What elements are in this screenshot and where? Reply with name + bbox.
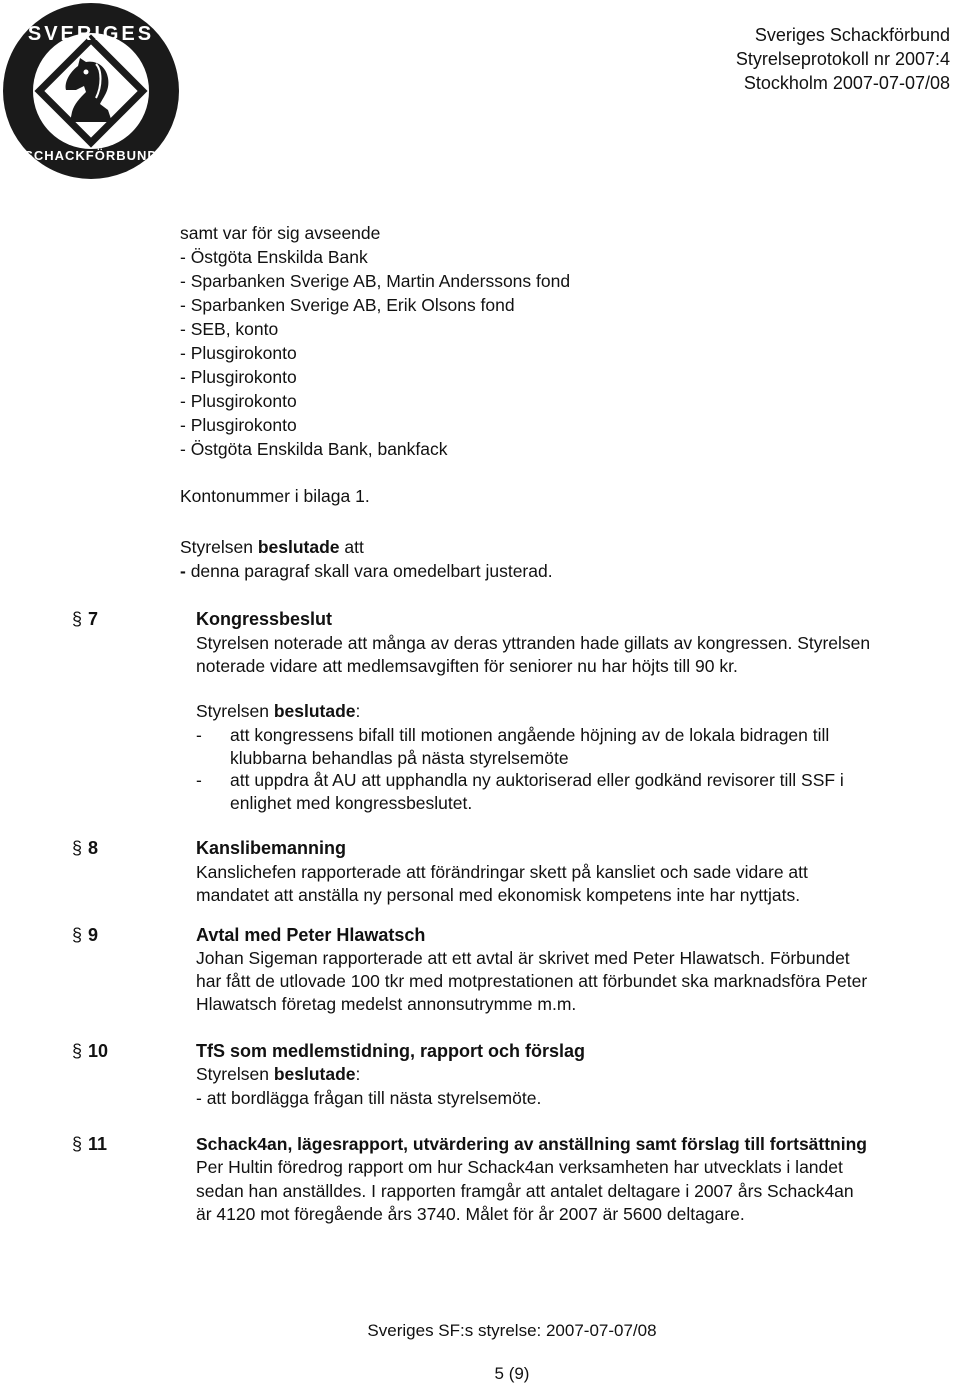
intro-decision-item: - denna paragraf skall vara omedelbart justerad. [180, 561, 553, 581]
logo-text-top: SVERIGES [27, 23, 155, 45]
intro-line: - Plusgirokonto [180, 343, 297, 363]
section-8-text: mandatet att anställa ny personal med ekonomisk kompetens inte har nyttjats. [196, 885, 801, 905]
bullet-dash: - [196, 725, 202, 745]
header-protocol: Styrelseprotokoll nr 2007:4 [735, 49, 950, 69]
intro-line: - Sparbanken Sverige AB, Martin Anderssons fond [180, 271, 571, 291]
header-place-date: Stockholm 2007-07-07/08 [743, 73, 950, 93]
footer-text: Sveriges SF:s styrelse: 2007-07-07/08 [367, 1321, 657, 1340]
intro-line: - SEB, konto [180, 319, 279, 339]
intro-line: samt var för sig avseende [180, 223, 381, 243]
section-7-number: § 7 [72, 609, 99, 629]
intro-decision: Styrelsen beslutade att [180, 537, 364, 557]
section-7-bullet: klubbarna behandlas på nästa styrelsemöte [230, 748, 569, 768]
intro-line: - Östgöta Enskilda Bank, bankfack [180, 439, 448, 459]
federation-logo [0, 0, 182, 182]
section-9-text: Johan Sigeman rapporterade att ett avtal är skrivet med Peter Hlawatsch. Förbundet [196, 948, 850, 968]
section-7-text: noterade vidare att medlemsavgiften för seniorer nu har höjts till 90 kr. [196, 656, 738, 676]
section-9-number: § 9 [72, 925, 99, 945]
page-number: 5 (9) [494, 1364, 530, 1383]
intro-line: - Plusgirokonto [180, 367, 297, 387]
intro-line: - Plusgirokonto [180, 415, 297, 435]
section-10-decision: Styrelsen beslutade: [196, 1064, 361, 1084]
section-11-text: är 4120 mot föregående års 3740. Målet för år 2007 är 5600 deltagare. [196, 1204, 745, 1224]
kontonummer-note: Kontonummer i bilaga 1. [180, 486, 370, 506]
bullet-dash: - [196, 770, 202, 790]
section-7-text: Styrelsen noterade att många av deras yttranden hade gillats av kongressen. Styrelsen [196, 633, 871, 653]
section-9-text: Hlawatsch företag medelst annonsutrymme m.m. [196, 994, 577, 1014]
intro-line: - Sparbanken Sverige AB, Erik Olsons fond [180, 295, 515, 315]
section-7-bullet: enlighet med kongressbeslutet. [230, 793, 473, 813]
section-7-decision: Styrelsen beslutade: [196, 701, 361, 721]
section-7-bullet: att kongressens bifall till motionen angående höjning av de lokala bidragen till [230, 725, 830, 745]
section-11-text: sedan han anställdes. I rapporten framgår att antalet deltagare i 2007 års Schack4an [196, 1181, 854, 1201]
section-7-title: Kongressbeslut [196, 609, 333, 629]
section-8-text: Kanslichefen rapporterade att förändringar skett på kansliet och sade vidare att [196, 862, 808, 882]
header-org: Sveriges Schackförbund [754, 25, 950, 45]
section-11-title: Schack4an, lägesrapport, utvärdering av anställning samt förslag till fortsättning [196, 1134, 867, 1154]
section-11-text: Per Hultin föredrog rapport om hur Schack4an verksamheten har utvecklats i landet [196, 1157, 843, 1177]
section-8-title: Kanslibemanning [196, 838, 347, 858]
section-8-number: § 8 [72, 838, 99, 858]
section-10-title: TfS som medlemstidning, rapport och förslag [196, 1041, 586, 1061]
section-7-bullet: att uppdra åt AU att upphandla ny auktoriserad eller godkänd revisorer till SSF i [230, 770, 844, 790]
intro-line: - Östgöta Enskilda Bank [180, 247, 368, 267]
section-11-number: § 11 [72, 1134, 108, 1154]
section-9-text: har fått de utlovade 100 tkr med motprestationen att förbundet ska marknadsföra Peter [196, 971, 868, 991]
intro-line: - Plusgirokonto [180, 391, 297, 411]
section-10-number: § 10 [72, 1041, 109, 1061]
section-9-title: Avtal med Peter Hlawatsch [196, 925, 426, 945]
logo-text-bottom: SCHACKFÖRBUND [24, 148, 158, 163]
section-10-text: - att bordlägga frågan till nästa styrelsemöte. [196, 1088, 542, 1108]
